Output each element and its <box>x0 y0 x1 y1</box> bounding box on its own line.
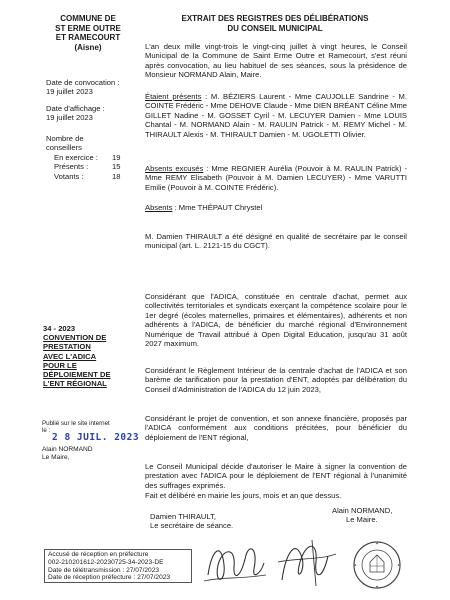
exercice-row <box>54 153 138 162</box>
ack-line: Date de réception préfecture : 27/07/2023 <box>48 574 171 582</box>
votants-label: Votants : <box>54 171 84 181</box>
publie-text: Publié sur le site internet <box>42 420 110 427</box>
delib-title-line: POUR LE <box>43 360 77 370</box>
maire-signature-block <box>332 506 412 525</box>
commune-line: COMMUNE DE <box>60 14 116 23</box>
publie-maire-title: Le Maire, <box>42 453 70 461</box>
presents-list: : M. BÉZIERS Laurent - Mme CAUJOLLE Sandrine - M. COINTE Frédéric - Mme DEHOVE Claude - Mme DIEN BRÉANT Céline Mme GILLET Nadine - M. GOSSET Cyril - M. LECUYER Damien - Mme LOUIS Chantal - M. NORMAND Alain - M. RAULIN Patrick - M. REMY Michel - M. THIRAULT Alexis - M. THIRAULT Damien - M. UGOLETTI Olivier. <box>145 92 407 139</box>
delib-title-line: CONVENTION DE <box>43 333 107 343</box>
secretaire-signature-block <box>150 512 270 531</box>
decision-paragraph: Le Conseil Municipal décide d'autoriser le Maire à signer la convention de prestation avec l'ADICA pour le déploiement de l'ENT régional à l'unanimité des suffrages exprimés. <box>145 462 407 490</box>
delib-title-line: DÉPLOIEMENT DE <box>43 370 111 380</box>
considerant-reglement: Considérant le Règlement Intérieur de la centrale d'achat de l'ADICA et son barème de tarification pour la prestation d'ENT, adoptés par délibération du Conseil d'Administration de l'ADICA du 12 juin 2023, <box>145 366 407 394</box>
ack-line: 002-210201612-20230725-34-2023-DE <box>48 558 164 566</box>
affichage-date: 19 juillet 2023 <box>46 113 93 123</box>
affichage-label: Date d'affichage : <box>46 104 105 113</box>
exercice-value: 19 <box>112 152 121 162</box>
presents-value: 15 <box>112 162 121 172</box>
presents-label: Présents : <box>54 162 89 172</box>
commune-line: ST ERME OUTRE <box>55 23 121 33</box>
conseillers-label: conseillers <box>46 143 82 153</box>
conseillers-block <box>46 134 138 181</box>
convocation-label: Date de convocation : <box>46 78 120 87</box>
presents-row <box>54 162 138 171</box>
delib-number: 34 - 2023 <box>43 324 76 333</box>
secretaire-paragraph: M. Damien THIRAULT a été désigné en qualité de secrétaire par le conseil municipal (art. L. 2121-15 du CGCT). <box>145 232 407 251</box>
ack-line: Accusé de réception en préfecture <box>48 551 149 558</box>
presents-paragraph <box>145 92 407 139</box>
title-line: DU CONSEIL MUNICIPAL <box>227 23 323 33</box>
excuses-list: : Mme REGNIER Aurélia (Pouvoir à M. RAULIN Patrick) - Mme REMY Elisabeth (Pouvoir à M. Damien LECUYER) - Mme VARUTTI Emilie (Pouvoir à M. COINTE Frédéric). <box>145 164 408 192</box>
commune-line: ET RAMECOURT <box>55 33 121 42</box>
presents-heading: Étaient présents <box>145 92 202 101</box>
publication-signatory <box>42 446 142 462</box>
deliberation-title <box>43 324 135 388</box>
title-line: EXTRAIT DES REGISTRES DES DÉLIBÉRATIONS <box>181 14 369 23</box>
convocation-block <box>46 78 138 97</box>
publie-text: le : <box>42 427 51 435</box>
prefecture-acknowledgement <box>44 549 192 583</box>
convocation-date: 19 juillet 2023 <box>46 87 93 97</box>
mairie-seal-icon <box>352 540 402 590</box>
votants-row <box>54 172 138 181</box>
considerant-adica: Considérant que l'ADICA, constituée en centrale d'achat, permet aux collectivités territoriales et syndicats exerçant la compétence scolaire pour le 1er degré (écoles maternelles, primaires et élémentaires), adhérents et non adhérents à l'ADICA, de bénéficier du marché régional d'Environnement Numérique de Travail attribué à Open Digital Education, jusqu'au 31 août 2027 maximum. <box>145 292 407 349</box>
intro-paragraph: L'an deux mille vingt-trois le vingt-cinq juillet à vingt heures, le Conseil Municipal de la Commune de Saint Erme Outre et Ramecourt, s'est réuni après convocation, au lieu habituel de ses séances, sous la présidence de Monsieur NORMAND Alain, Maire. <box>145 42 407 80</box>
conseillers-label: Nombre de <box>46 134 84 143</box>
exercice-label: En exercice : <box>54 152 98 162</box>
document-title <box>150 14 400 33</box>
affichage-block <box>46 104 138 123</box>
absents-heading: Absents <box>145 203 173 212</box>
absents-paragraph <box>145 203 407 212</box>
maire-name: Alain NORMAND, <box>332 506 393 515</box>
votants-value: 18 <box>112 171 121 181</box>
excuses-heading: Absents excusés <box>145 164 204 173</box>
delib-title-line: AVEC L'ADICA <box>43 351 97 361</box>
excuses-paragraph <box>145 164 407 192</box>
secretaire-title: Le secrétaire de séance. <box>150 521 234 531</box>
maire-title: Le Maire. <box>346 515 378 525</box>
absents-list: : Mme THÉPAUT Chrystel <box>172 203 263 212</box>
publication-date: 2 8 JUIL. 2023 <box>52 432 140 443</box>
secretaire-name: Damien THIRAULT, <box>150 512 216 521</box>
maire-signature <box>272 532 342 592</box>
considerant-convention: Considérant le projet de convention, et son annexe financière, proposés par l'ADICA conformément aux conditions précitées, pour bénéficier du déploiement de l'ENT régional, <box>145 414 407 442</box>
ack-line: Date de télétransmission : 27/07/2023 <box>48 566 160 574</box>
publie-maire-name: Alain NORMAND <box>42 446 93 453</box>
secretaire-signature <box>200 535 270 590</box>
commune-header <box>40 14 136 52</box>
delib-title-line: L'ENT RÉGIONAL <box>43 379 107 389</box>
delib-title-line: PRESTATION <box>43 342 91 352</box>
department: (Aisne) <box>74 42 102 52</box>
fait-paragraph: Fait et délibéré en mairie les jours, mois et an que dessus. <box>145 491 342 500</box>
